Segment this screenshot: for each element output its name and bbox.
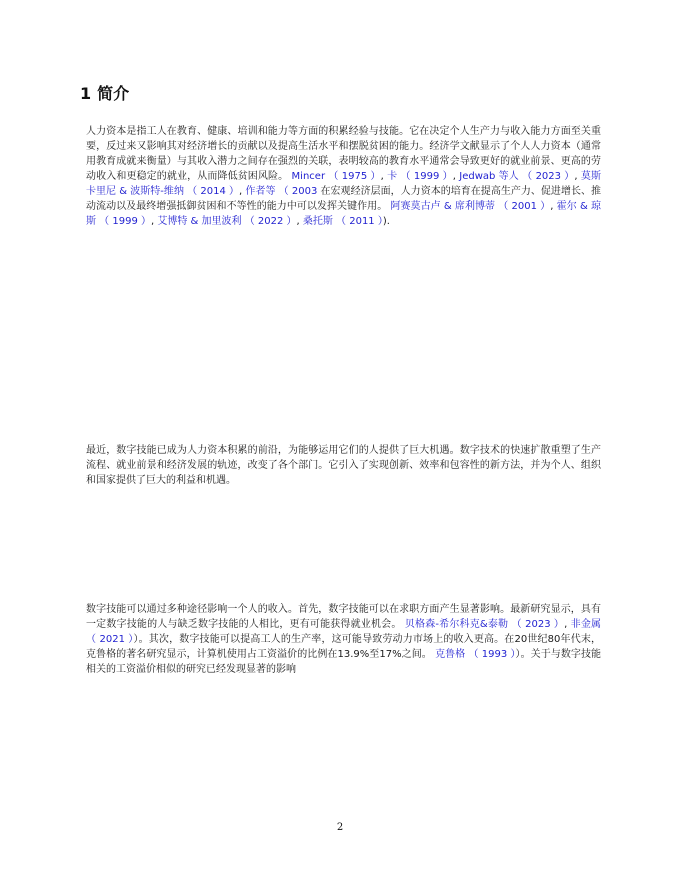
paragraph-human-capital (86, 124, 601, 229)
paragraph-text: , (296, 216, 303, 227)
citation-link[interactable]: 贝格森-希尔科克&泰勒 （ 2023 ） (404, 619, 565, 630)
paragraph-text: 人力资本是指工人在教育、健康、培训和能力等方面的积累经验与技能。它在决定个人生产力与收入能力方面至关重要，反过来又影响其对经济增长的贡献以及提高生活水平和摆脱贫困的能力。经济学文献显示了个人人力资本（通常用教育成就来衡量）与其收入潜力之间存在强烈的关联，表明较高的教育水平通常会导致更好的就业前景、更高的劳动收入和更稳定的就业，从而降低贫困风险。 (86, 126, 601, 182)
paragraph-text: 在宏观经济层面，人力资本的培育在提高生产力、促进增长、推动流动以及最终增强抵御贫困和不等性的能力中可以发挥关键作用。 (86, 186, 601, 212)
section-heading (80, 84, 129, 104)
paragraph-text: , (239, 186, 246, 197)
paragraph-text: , (564, 619, 571, 630)
citation-link[interactable]: Jedwab 等人 （ 2023 ） (459, 171, 575, 182)
paragraph-text: ）。其次，数字技能可以提高工人的生产率，这可能导致劳动力市场上的收入更高。在20世纪80年代末，克鲁格的著名研究显示，计算机使用占工资溢价的比例在13.9%至17%之间。 (86, 634, 602, 660)
citation-link[interactable]: Mincer （ 1975 ） (291, 171, 381, 182)
paragraph-digital-skills-frontier (86, 443, 601, 488)
citation-link[interactable]: 莫斯卡里尼 & 波斯特-维纳 （ 2014 ） (86, 171, 602, 197)
citation-link[interactable]: 桑托斯 （ 2011 ） (302, 216, 383, 227)
paragraph-text: ). (382, 216, 390, 227)
citation-link[interactable]: 卡 （ 1999 ） (387, 171, 453, 182)
paragraph-text: ）。关于与数字技能相关的工资溢价相似的研究已经发现显著的影响 (86, 649, 601, 675)
citation-link[interactable]: 阿赛莫古卢 & 席利博蒂 （ 2001 ） (390, 201, 551, 212)
citation-link[interactable]: 艾博特 & 加里波利 （ 2022 ） (157, 216, 297, 227)
paragraph-text: , (452, 171, 460, 182)
paragraph-text: 最近，数字技能已成为人力资本积累的前沿，为能够运用它们的人提供了巨大机遇。数字技术的快速扩散重塑了生产流程、就业前景和经济发展的轨迹，改变了各个部门。它引入了实现创新、效率和包容性的新方法，并为个人、组织和国家提供了巨大的利益和机遇。 (86, 445, 601, 486)
citation-link[interactable]: 霍尔 & 琼斯 （ 1999 ） (86, 201, 602, 227)
paragraph-text: , (574, 171, 581, 182)
citation-link[interactable]: 克鲁格 （ 1993 ） (435, 649, 516, 660)
citation-link[interactable]: 作者等 （ 2003 (245, 186, 318, 197)
paragraph-text: , (550, 201, 557, 212)
paragraph-digital-skills-income (86, 602, 601, 677)
citation-link[interactable]: 非金属 （ 2021 ） (86, 619, 601, 645)
paragraph-text: 数字技能可以通过多种途径影响一个人的收入。首先，数字技能可以在求职方面产生显著影响。最新研究显示，具有一定数字技能的人与缺乏数字技能的人相比，更有可能获得就业机会。 (86, 604, 601, 630)
page-number: 2 (336, 822, 344, 833)
paragraph-text: , (151, 216, 158, 227)
section-number: 1 (80, 84, 92, 103)
section-title: 简介 (97, 84, 130, 103)
paragraph-text: , (380, 171, 388, 182)
